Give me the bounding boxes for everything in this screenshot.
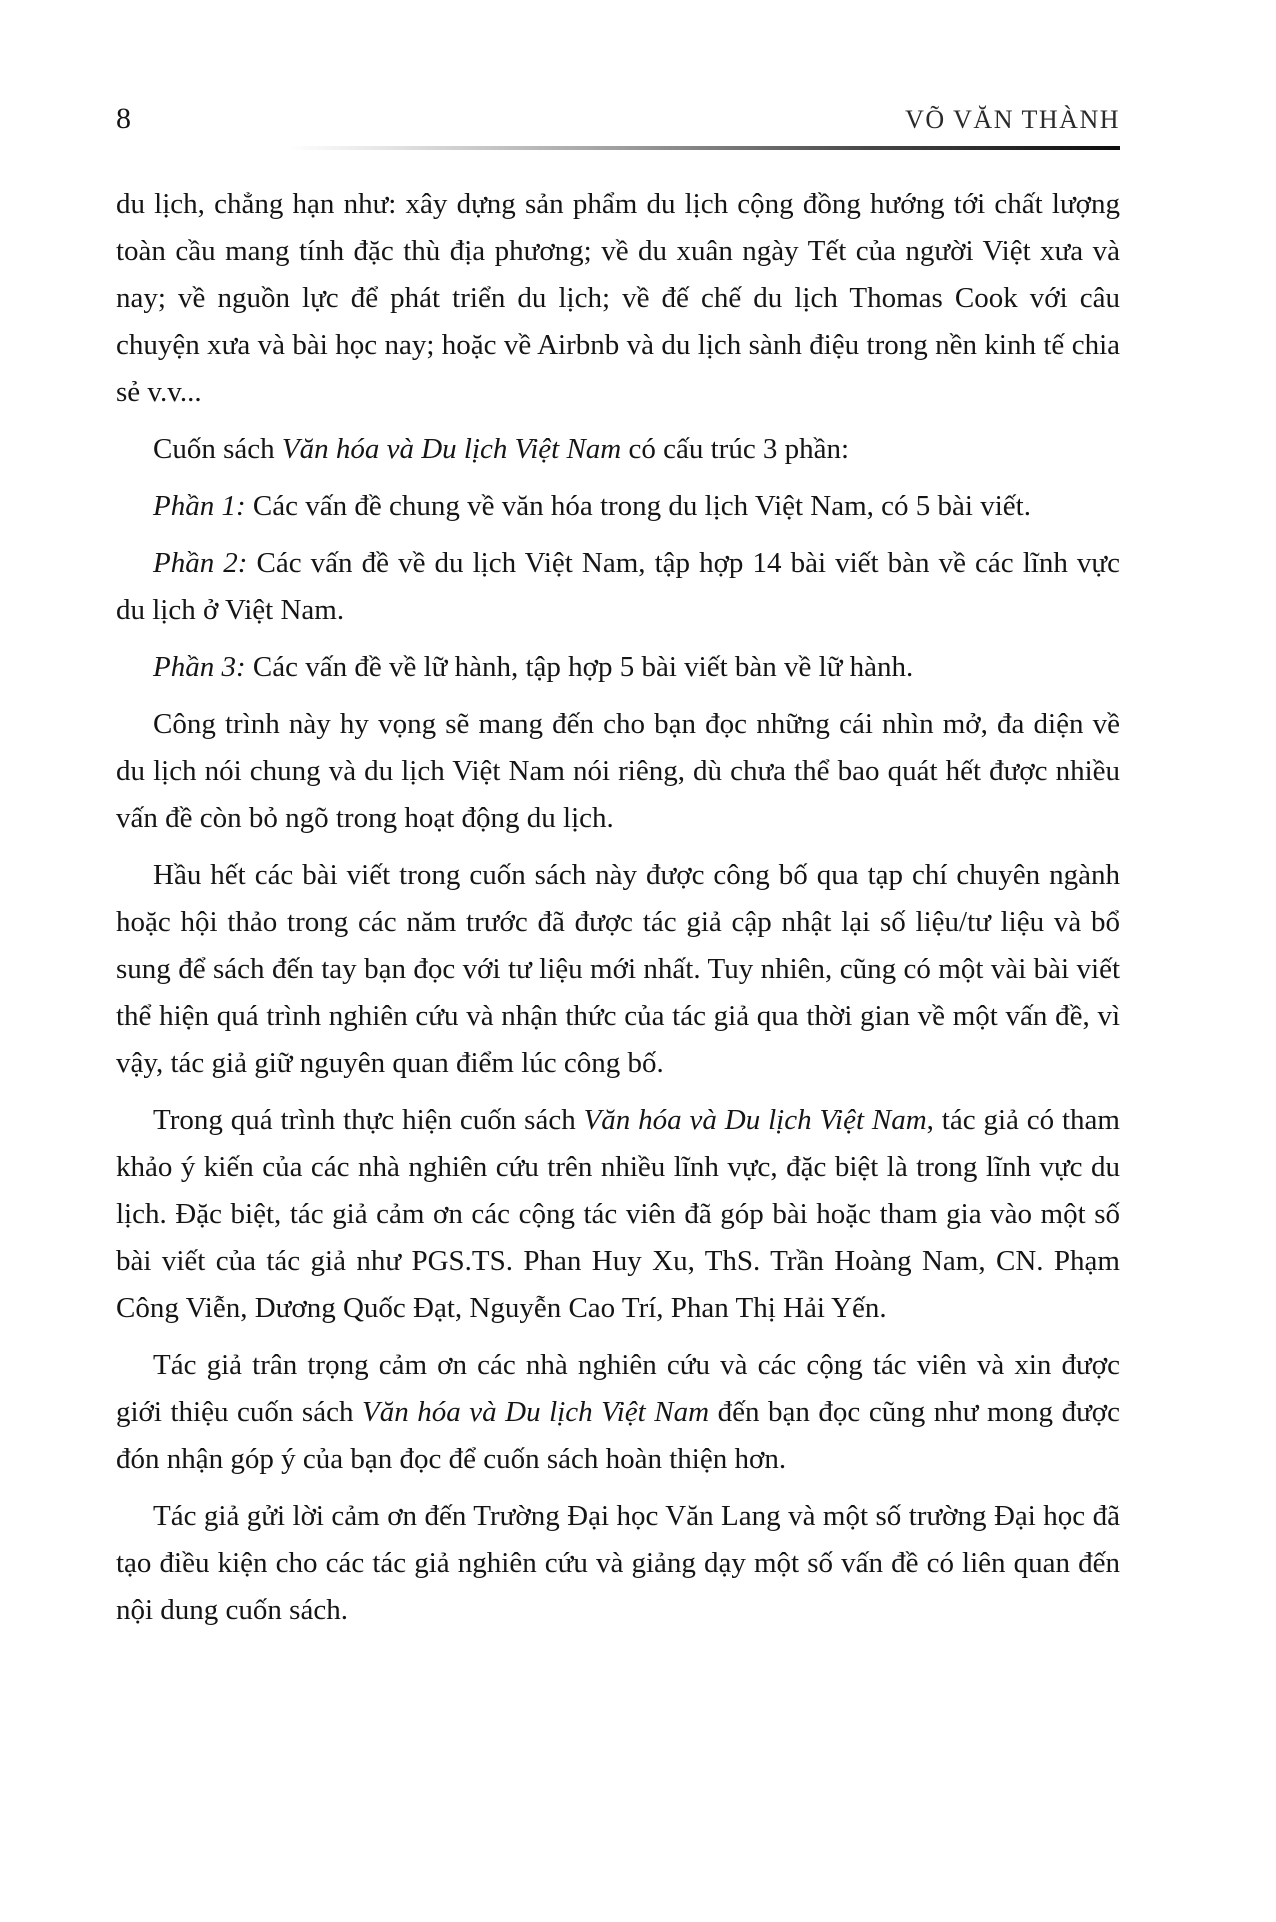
paragraph xyxy=(116,1342,1120,1483)
text-run: Các vấn đề về du lịch Việt Nam, tập hợp 14 bài viết bàn về các lĩnh vực du lịch ở Việt Nam. xyxy=(116,547,1120,626)
page-header xyxy=(116,104,1120,150)
text-run: Trong quá trình thực hiện cuốn sách xyxy=(153,1104,584,1136)
paragraph xyxy=(116,1097,1120,1332)
text-run: Cuốn sách xyxy=(153,433,282,465)
text-run: Các vấn đề chung về văn hóa trong du lịch Việt Nam, có 5 bài viết. xyxy=(245,490,1031,522)
paragraph xyxy=(116,644,1120,691)
page-body xyxy=(116,181,1120,1634)
italic-text-run: Phần 1: xyxy=(153,490,246,522)
paragraph xyxy=(116,483,1120,530)
page-number: 8 xyxy=(116,102,131,135)
text-run: có cấu trúc 3 phần: xyxy=(621,433,850,465)
text-run: du lịch, chẳng hạn như: xây dựng sản phẩm du lịch cộng đồng hướng tới chất lượng toàn cầu mang tính đặc thù địa phương; về du xuân ngày Tết của người Việt xưa và nay; về nguồn lực để phát triển du lịch; về đế chế du lịch Thomas Cook với câu chuyện xưa và bài học nay; hoặc về Airbnb và du lịch sành điệu trong nền kinh tế chia sẻ v.v... xyxy=(116,188,1120,408)
paragraph xyxy=(116,852,1120,1087)
italic-text-run: Văn hóa và Du lịch Việt Nam xyxy=(583,1104,927,1136)
paragraph xyxy=(116,181,1120,416)
header-rule xyxy=(287,146,1120,150)
italic-text-run: Phần 2: xyxy=(153,547,248,579)
paragraph xyxy=(116,1493,1120,1634)
paragraph xyxy=(116,426,1120,473)
running-head-author: VÕ VĂN THÀNH xyxy=(905,105,1120,134)
text-run: Công trình này hy vọng sẽ mang đến cho bạn đọc những cái nhìn mở, đa diện về du lịch nói chung và du lịch Việt Nam nói riêng, dù chưa thể bao quát hết được nhiều vấn đề còn bỏ ngõ trong hoạt động du lịch. xyxy=(116,708,1120,834)
text-run: , tác giả có tham khảo ý kiến của các nhà nghiên cứu trên nhiều lĩnh vực, đặc biệt là trong lĩnh vực du lịch. Đặc biệt, tác giả cảm ơn các cộng tác viên đã góp bài hoặc tham gia vào một số bài viết của tác giả như PGS.TS. Phan Huy Xu, ThS. Trần Hoàng Nam, CN. Phạm Công Viễn, Dương Quốc Đạt, Nguyễn Cao Trí, Phan Thị Hải Yến. xyxy=(116,1104,1120,1324)
paragraph xyxy=(116,701,1120,842)
text-run: Tác giả trân trọng cảm ơn các nhà nghiên cứu và các cộng tác viên và xin được giới thiệu cuốn sách xyxy=(116,1349,1120,1428)
text-run: Tác giả gửi lời cảm ơn đến Trường Đại học Văn Lang và một số trường Đại học đã tạo điều kiện cho các tác giả nghiên cứu và giảng dạy một số vấn đề có liên quan đến nội dung cuốn sách. xyxy=(116,1500,1120,1626)
italic-text-run: Văn hóa và Du lịch Việt Nam xyxy=(361,1396,710,1428)
running-header-row xyxy=(116,104,1120,134)
paragraph xyxy=(116,540,1120,634)
italic-text-run: Phần 3: xyxy=(153,651,246,683)
text-run: đến bạn đọc cũng như mong được đón nhận góp ý của bạn đọc để cuốn sách hoàn thiện hơn. xyxy=(116,1396,1120,1475)
text-run: Các vấn đề về lữ hành, tập hợp 5 bài viết bàn về lữ hành. xyxy=(245,651,914,683)
text-run: Hầu hết các bài viết trong cuốn sách này được công bố qua tạp chí chuyên ngành hoặc hội thảo trong các năm trước đã được tác giả cập nhật lại số liệu/tư liệu và bổ sung để sách đến tay bạn đọc với tư liệu mới nhất. Tuy nhiên, cũng có một vài bài viết thể hiện quá trình nghiên cứu và nhận thức của tác giả qua thời gian về một vấn đề, vì vậy, tác giả giữ nguyên quan điểm lúc công bố. xyxy=(116,859,1120,1079)
italic-text-run: Văn hóa và Du lịch Việt Nam xyxy=(281,433,622,465)
